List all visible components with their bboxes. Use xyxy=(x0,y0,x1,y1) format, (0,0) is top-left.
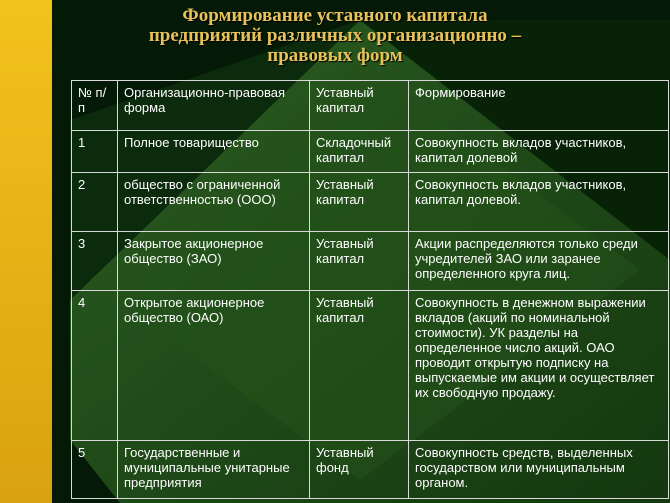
row-capital: Уставный капитал xyxy=(310,291,409,441)
title-line-2: предприятий различных организационно – xyxy=(148,25,522,46)
row-form: Закрытое акционерное общество (ЗАО) xyxy=(118,232,310,291)
row-capital: Уставный капитал xyxy=(310,173,409,232)
row-capital: Уставный фонд xyxy=(310,441,409,499)
capital-table xyxy=(71,80,669,499)
row-form: общество с ограниченной ответственностью (ООО) xyxy=(118,173,310,232)
table-row xyxy=(72,131,669,173)
table-row xyxy=(72,441,669,499)
header-num: № п/п xyxy=(72,81,118,131)
header-form: Организационно-правовая форма xyxy=(118,81,310,131)
row-num: 4 xyxy=(72,291,118,441)
row-capital: Складочный капитал xyxy=(310,131,409,173)
title-line-1: Формирование уставного капитала xyxy=(182,5,488,26)
row-form: Открытое акционерное общество (ОАО) xyxy=(118,291,310,441)
row-num: 5 xyxy=(72,441,118,499)
row-formation: Совокупность вкладов участников, капитал долевой. xyxy=(409,173,669,232)
header-formation: Формирование xyxy=(409,81,669,131)
row-formation: Совокупность вкладов участников, капитал долевой xyxy=(409,131,669,173)
table-row xyxy=(72,232,669,291)
table-row xyxy=(72,173,669,232)
table-header-row xyxy=(72,81,669,131)
row-num: 3 xyxy=(72,232,118,291)
table-row xyxy=(72,291,669,441)
gold-band xyxy=(0,0,58,503)
row-capital: Уставный капитал xyxy=(310,232,409,291)
row-num: 2 xyxy=(72,173,118,232)
title-line-3: правовых форм xyxy=(267,45,403,66)
row-form: Государственные и муниципальные унитарные предприятия xyxy=(118,441,310,499)
row-form: Полное товарищество xyxy=(118,131,310,173)
row-num: 1 xyxy=(72,131,118,173)
page-title xyxy=(0,6,670,66)
row-formation: Акции распределяются только среди учредителей ЗАО или заранее определенного круга лиц. xyxy=(409,232,669,291)
row-formation: Совокупность средств, выделенных государством или муниципальным органом. xyxy=(409,441,669,499)
header-capital: Уставный капитал xyxy=(310,81,409,131)
row-formation: Совокупность в денежном выражении вкладов (акций по номинальной стоимости). УК разделы на определенное число акций. ОАО проводит открытую подписку на выпускаемые им акции и осуществляет их свободную продажу. xyxy=(409,291,669,441)
